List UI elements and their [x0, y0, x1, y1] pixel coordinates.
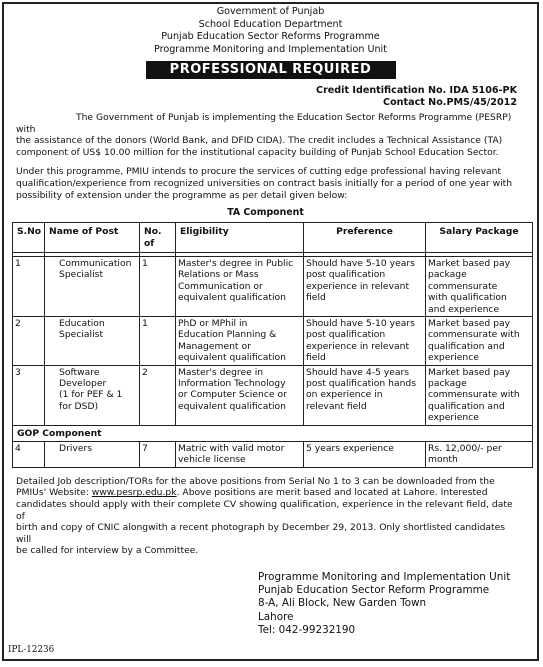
ipl-code: IPL-12236: [8, 645, 55, 655]
cell-post-line: Education: [59, 318, 105, 329]
header-line-4: Programme Monitoring and Implementation Unit: [154, 43, 387, 55]
cell-eligibility-line: Management or: [178, 340, 251, 352]
cell-eligibility-line: or Computer Science or: [178, 389, 287, 401]
cell-number: 7: [140, 442, 176, 468]
header-number: No. of: [140, 223, 176, 253]
cell-preference-line: post qualification hands: [306, 378, 417, 390]
cell-eligibility-line: equivalent qualification: [178, 292, 286, 304]
cell-salary-line: package commensurate: [428, 269, 498, 292]
cell-salary-line: and experience: [428, 303, 500, 315]
website-label: PMIUs' Website:: [16, 487, 92, 499]
intro-line-3: component of US$ 10.00 million for the institutional capacity building of Punjab School Education Sector.: [16, 146, 499, 158]
cell-eligibility-line: equivalent qualification: [178, 352, 286, 364]
cell-preference-line: Should have 5-10 years: [306, 257, 415, 269]
cell-eligibility-line: Master's degree in Public: [178, 257, 294, 269]
header-post: Name of Post: [45, 223, 140, 253]
cell-preference-line: experience in relevant: [306, 280, 410, 292]
cell-eligibility-line: Master's degree in: [178, 366, 264, 378]
intro-line-2: the assistance of the donors (World Bank, and DFID CIDA). The credit includes a Technical Assistance (TA): [16, 135, 503, 147]
header-line-2: School Education Department: [198, 18, 343, 30]
cell-salary-line: Market based pay: [428, 318, 511, 329]
cell-preference: [304, 317, 426, 366]
cell-eligibility-line: Communication or: [178, 280, 263, 292]
cell-sno: 2: [13, 317, 45, 366]
programme-line-2: qualification/experience from recognized universities on contract basis initially for a period of one year with: [16, 177, 513, 189]
cell-sno: 1: [13, 256, 45, 316]
cell-eligibility-line: Education Planning &: [178, 329, 277, 341]
cell-salary: [426, 317, 533, 366]
cell-eligibility-line: vehicle license: [178, 454, 246, 466]
cell-salary: [426, 442, 533, 468]
cell-post-line: for DSD): [59, 400, 99, 412]
cell-eligibility-line: Matric with valid motor: [178, 443, 285, 455]
intro-paragraph: [16, 112, 519, 158]
address-line-4: Lahore: [258, 610, 294, 623]
header-sno: S.No: [13, 223, 45, 253]
programme-paragraph: [16, 166, 519, 201]
contact-address: [258, 571, 537, 637]
advertisement-page: [2, 2, 539, 661]
website-link[interactable]: www.pesrp.edu.pk: [91, 487, 177, 499]
instructions-line-1: Detailed Job description/TORs for the above positions from Serial No 1 to 3 can be downloaded from the: [16, 475, 495, 487]
cell-sno: 4: [13, 442, 45, 468]
cell-post-line: Developer: [59, 378, 107, 390]
cell-salary-line: commensurate with: [428, 329, 520, 341]
table-row: [13, 256, 533, 316]
header-eligibility: Eligibility: [176, 223, 304, 253]
cell-salary-line: qualification and: [428, 340, 505, 352]
cell-number: 2: [140, 365, 176, 425]
title-banner: PROFESSIONAL REQUIRED: [146, 61, 396, 79]
cell-post-line: (1 for PEF & 1: [59, 389, 123, 401]
positions-table: [12, 222, 533, 468]
cell-preference-line: field: [306, 352, 326, 364]
cell-post-line: Communication: [59, 257, 132, 269]
intro-line-1: The Government of Punjab is implementing the Education Sector Reforms Programme (PESRP) with: [16, 112, 512, 135]
cell-eligibility-line: Information Technology: [178, 378, 286, 390]
cell-salary-line: experience: [428, 412, 479, 424]
cell-eligibility-line: Relations or Mass: [178, 269, 259, 281]
contact-no: Contact No.PMS/45/2012: [383, 97, 517, 108]
cell-preference-line: 5 years experience: [306, 443, 394, 455]
cell-post: [45, 442, 140, 468]
cell-salary-line: commensurate with: [428, 389, 520, 401]
programme-line-3: possibility of extension under the programme as per detail given below:: [16, 189, 348, 201]
cell-salary-line: package: [428, 378, 467, 390]
cell-number: 1: [140, 256, 176, 316]
cell-post: [45, 365, 140, 425]
cell-post: [45, 256, 140, 316]
cell-post-line: Specialist: [59, 329, 104, 341]
cell-post: [45, 317, 140, 366]
cell-post-line: Drivers: [59, 443, 93, 455]
table-body: [13, 252, 533, 467]
cell-preference: [304, 365, 426, 425]
cell-eligibility: [176, 256, 304, 316]
cell-preference-line: Should have 4-5 years: [306, 366, 410, 378]
header-line-3: Punjab Education Sector Reforms Programme: [161, 31, 380, 42]
table-row: [13, 442, 533, 468]
header-line-1: Government of Punjab: [216, 6, 325, 17]
cell-eligibility: [176, 365, 304, 425]
cell-eligibility: [176, 317, 304, 366]
cell-sno: 3: [13, 365, 45, 425]
instructions-line-4: birth and copy of CNIC alongwith a recent photograph by December 29, 2013. Only shortlisted candidates will: [16, 522, 506, 545]
cell-number: 1: [140, 317, 176, 366]
instructions-paragraph: [16, 476, 519, 557]
cell-preference-line: experience in relevant: [306, 340, 410, 352]
cell-salary-line: Market based pay: [428, 366, 511, 378]
address-line-1: Programme Monitoring and Implementation Unit: [258, 571, 511, 584]
credit-info: [4, 85, 517, 109]
instructions-line-5: be called for interview by a Committee.: [16, 545, 199, 557]
cell-post-line: Software: [59, 366, 100, 378]
cell-preference-line: post qualification: [306, 269, 386, 281]
table-header-row: [13, 223, 533, 253]
table-row: [13, 365, 533, 425]
cell-preference-line: on experience in: [306, 389, 383, 401]
cell-eligibility: [176, 442, 304, 468]
cell-salary-line: qualification and: [428, 400, 505, 412]
cell-preference: [304, 442, 426, 468]
cell-preference-line: relevant field: [306, 400, 367, 412]
credit-id: Credit Identification No. IDA 5106-PK: [316, 85, 517, 96]
table-row: [13, 317, 533, 366]
header-preference: Preference: [304, 223, 426, 253]
programme-line-1: Under this programme, PMIU intends to procure the services of cutting edge professional having relevant: [16, 166, 502, 178]
address-line-2: Punjab Education Sector Reform Programme: [258, 584, 490, 597]
cell-preference-line: Should have 5-10 years: [306, 318, 415, 329]
gop-component-heading: GOP Component: [13, 425, 533, 441]
cell-preference-line: field: [306, 292, 326, 304]
cell-preference-line: post qualification: [306, 329, 386, 341]
header: [4, 6, 537, 56]
instructions-line-2: [16, 487, 519, 499]
cell-salary-line: Market based pay: [428, 257, 511, 269]
address-line-5: Tel: 042-99232190: [258, 623, 356, 636]
address-line-3: 8-A, Ali Block, New Garden Town: [258, 597, 427, 610]
ta-component-heading: TA Component: [227, 207, 304, 219]
cell-salary-line: with qualification: [428, 292, 507, 304]
cell-preference: [304, 256, 426, 316]
cell-salary-line: Rs. 12,000/- per month: [428, 443, 502, 466]
cell-salary: [426, 365, 533, 425]
cell-salary-line: experience: [428, 352, 479, 364]
cell-eligibility-line: PhD or MPhil in: [178, 318, 248, 329]
header-salary: Salary Package: [426, 223, 533, 253]
instructions-line-3: candidates should apply with their complete CV showing qualification, experience in the relevant field, date of: [16, 499, 513, 522]
gop-component-row: [13, 425, 533, 441]
cell-post-line: Specialist: [59, 269, 104, 281]
merit-text: . Above positions are merit based and located at Lahore. Interested: [176, 487, 488, 499]
cell-salary: [426, 256, 533, 316]
cell-eligibility-line: equivalent qualification: [178, 400, 286, 412]
